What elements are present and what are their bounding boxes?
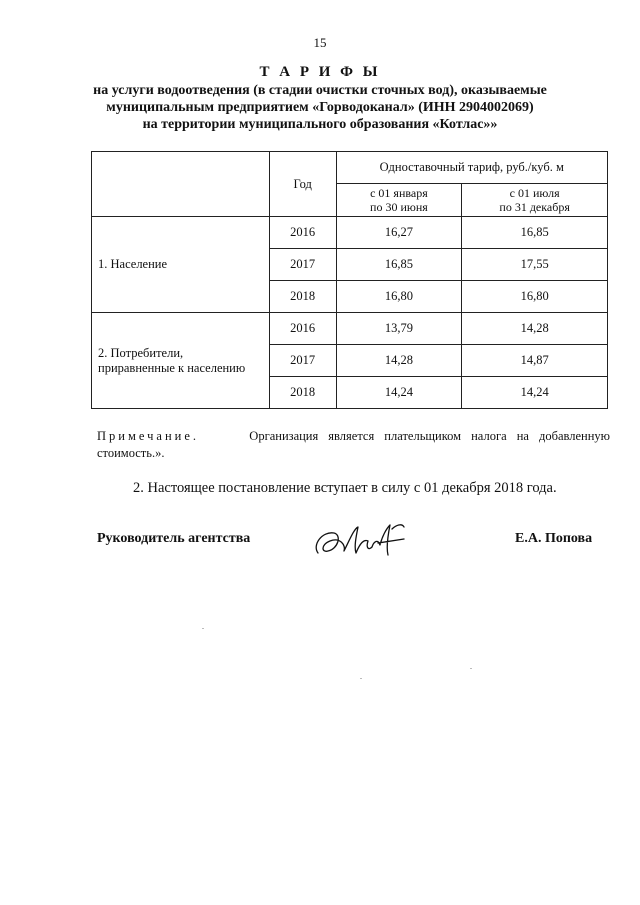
- year-cell: 2018: [269, 281, 336, 313]
- header-period-1: [336, 183, 462, 216]
- tariff-cell: 14,28: [336, 345, 462, 377]
- year-cell: 2017: [269, 249, 336, 281]
- tariff-cell: 14,87: [462, 345, 608, 377]
- signatory-role: Руководитель агентства: [97, 531, 251, 546]
- tariff-cell: 14,24: [336, 377, 462, 409]
- decree-effective-date: 2. Настоящее постановление вступает в силу с 01 декабря 2018 года.: [133, 480, 557, 496]
- header-period-2: [462, 183, 608, 216]
- tariff-cell: 14,28: [462, 313, 608, 345]
- document-subtitle: [60, 82, 580, 133]
- signatory-name: Е.А. Попова: [515, 531, 593, 546]
- table-row: [92, 313, 608, 345]
- tariff-cell: 14,24: [462, 377, 608, 409]
- header-tariff: Одноставочный тариф, руб./куб. м: [336, 152, 607, 184]
- year-cell: 2016: [269, 217, 336, 249]
- note-label: Примечание.: [97, 429, 200, 443]
- header-empty-cell: [92, 152, 270, 217]
- note-paragraph: [97, 428, 610, 462]
- scan-speck: [470, 668, 472, 669]
- year-cell: 2016: [269, 313, 336, 345]
- year-cell: 2017: [269, 345, 336, 377]
- header-year: Год: [269, 152, 336, 217]
- tariff-cell: 16,85: [462, 217, 608, 249]
- subtitle-line: муниципальным предприятием «Горводоканал» (ИНН 2904002069): [106, 100, 534, 115]
- subtitle-line: на услуги водоотведения (в стадии очистки сточных вод), оказываемые: [93, 83, 547, 98]
- tariff-table: [91, 151, 608, 409]
- tariff-cell: 16,80: [336, 281, 462, 313]
- document-title: Т А Р И Ф Ы: [259, 64, 381, 80]
- period-1-line: с 01 января: [370, 185, 428, 200]
- category-label: 1. Население: [98, 257, 168, 271]
- tariff-cell: 17,55: [462, 249, 608, 281]
- category-cell-population: [92, 217, 270, 313]
- table-row: [92, 217, 608, 249]
- scan-speck: [202, 628, 204, 629]
- category-label: 2. Потребители,: [98, 345, 184, 360]
- note-text: Организация является плательщиком налога на добавленную стоимость.».: [97, 429, 610, 460]
- scan-speck: [360, 678, 362, 679]
- subtitle-line: на территории муниципального образования «Котлас»»: [142, 117, 498, 132]
- tariff-cell: 16,27: [336, 217, 462, 249]
- page-number: 15: [313, 35, 327, 50]
- category-cell-equivalent-consumers: [92, 313, 270, 409]
- tariff-cell: 16,80: [462, 281, 608, 313]
- year-cell: 2018: [269, 377, 336, 409]
- tariff-cell: 16,85: [336, 249, 462, 281]
- category-label: приравненные к населению: [98, 360, 246, 375]
- handwritten-signature: [308, 515, 408, 565]
- period-1-line: по 30 июня: [370, 199, 428, 214]
- tariff-cell: 13,79: [336, 313, 462, 345]
- period-2-line: по 31 декабря: [499, 199, 570, 214]
- period-2-line: с 01 июля: [509, 185, 560, 200]
